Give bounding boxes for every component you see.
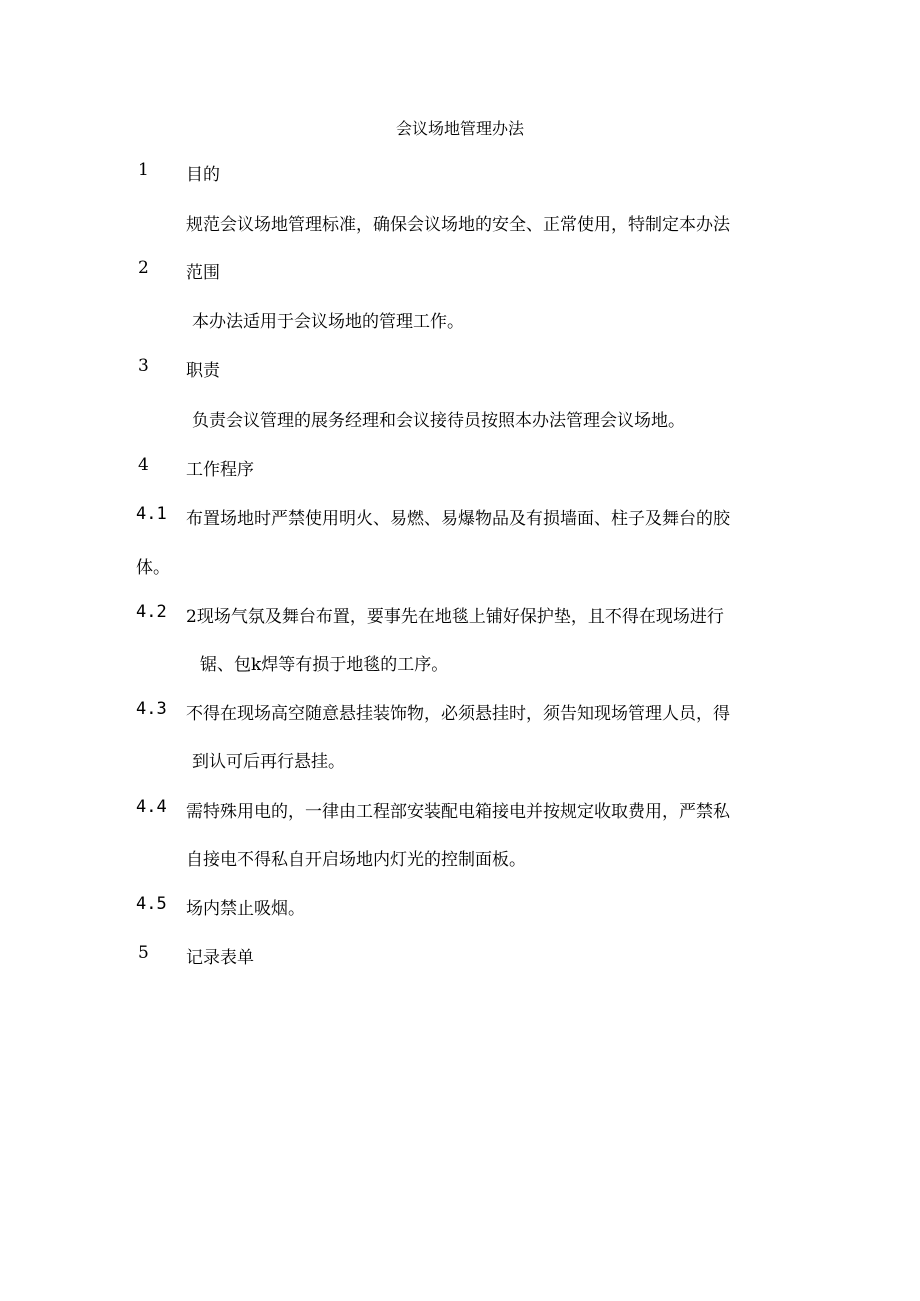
procedure-4-4-line1: 需特殊用电的，一律由工程部安装配电箱接电并按规定收取费用，严禁私 [186, 802, 730, 822]
procedure-4-1-line1: 布置场地时严禁使用明火、易燃、易爆物品及有损墙面、柱子及舞台的胶 [186, 509, 730, 529]
procedure-4-5-line1: 场内禁止吸烟。 [186, 899, 305, 919]
procedure-4-4-line2: 自接电不得私自开启场地内灯光的控制面板。 [186, 850, 526, 870]
procedure-4-2-line2: 锯、包k焊等有损于地毯的工序。 [200, 655, 449, 675]
procedure-4-1-number: 4.1 [136, 504, 167, 524]
procedure-4-3-number: 4.3 [136, 699, 167, 719]
procedure-4-4-number: 4.4 [136, 797, 167, 817]
section-2-text: 本办法适用于会议场地的管理工作。 [192, 312, 464, 332]
section-3-number: 3 [138, 356, 149, 376]
section-2-number: 2 [138, 258, 149, 278]
procedure-4-5-number: 4.5 [136, 894, 167, 914]
document-title: 会议场地管理办法 [395, 119, 524, 138]
section-3-title: 职责 [186, 361, 220, 381]
section-4-number: 4 [138, 455, 149, 475]
section-2-title: 范围 [186, 263, 220, 283]
section-3-text: 负责会议管理的展务经理和会议接待员按照本办法管理会议场地。 [192, 411, 685, 431]
section-1-text: 规范会议场地管理标准，确保会议场地的安全、正常使用，特制定本办法 [186, 215, 730, 235]
procedure-4-1-line2: 体。 [136, 558, 170, 578]
procedure-4-2-number: 4.2 [136, 602, 167, 622]
procedure-4-3-line1: 不得在现场高空随意悬挂装饰物，必须悬挂时，须告知现场管理人员，得 [186, 704, 730, 724]
section-5-number: 5 [138, 943, 149, 963]
section-5-title: 记录表单 [186, 948, 254, 968]
procedure-4-2-line1: 2现场气氛及舞台布置，要事先在地毯上铺好保护垫，且不得在现场进行 [186, 607, 724, 627]
section-1-title: 目的 [186, 165, 220, 185]
section-1-number: 1 [138, 160, 149, 180]
procedure-4-3-line2: 到认可后再行悬挂。 [192, 752, 345, 772]
section-4-title: 工作程序 [186, 460, 254, 480]
